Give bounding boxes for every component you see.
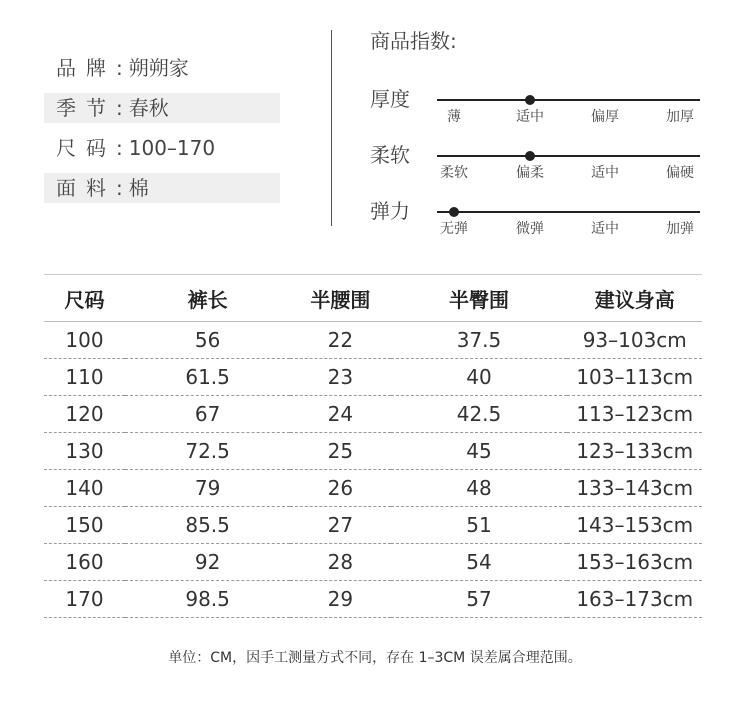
table-row	[44, 470, 702, 507]
column-header-size: 尺码	[44, 275, 125, 322]
scale-option: 适中	[591, 165, 619, 181]
column-header-length: 裤长	[125, 275, 290, 322]
info-value: 100–170	[128, 136, 216, 160]
info-label: 季节	[56, 96, 116, 120]
scale-option: 微弹	[516, 221, 544, 237]
vertical-divider	[331, 30, 332, 226]
info-colon: :	[116, 56, 123, 80]
table-cell: 28	[290, 544, 390, 581]
table-cell: 98.5	[125, 581, 290, 618]
table-cell: 150	[44, 507, 125, 544]
table-cell: 103–113cm	[567, 359, 702, 396]
table-cell: 133–143cm	[567, 470, 702, 507]
table-header-row	[44, 275, 702, 322]
info-label: 尺码	[56, 136, 116, 160]
table-cell: 25	[290, 433, 390, 470]
table-cell: 27	[290, 507, 390, 544]
info-row-size	[44, 128, 280, 168]
table-cell: 67	[125, 396, 290, 433]
table-cell: 72.5	[125, 433, 290, 470]
table-cell: 56	[125, 322, 290, 359]
index-title: 商品指数:	[370, 29, 457, 53]
scale-option: 柔软	[440, 165, 468, 181]
scale-label: 柔软	[370, 143, 410, 167]
table-cell: 170	[44, 581, 125, 618]
info-colon: :	[116, 96, 123, 120]
info-colon: :	[116, 136, 123, 160]
info-row-season	[44, 93, 280, 123]
table-row	[44, 322, 702, 359]
table-row	[44, 507, 702, 544]
scale-option: 加弹	[666, 221, 694, 237]
table-cell: 153–163cm	[567, 544, 702, 581]
table-row	[44, 433, 702, 470]
table-cell: 22	[290, 322, 390, 359]
scale-thickness	[370, 83, 700, 123]
scale-option: 偏硬	[666, 165, 694, 181]
scale-option: 无弹	[440, 221, 468, 237]
table-cell: 37.5	[391, 322, 568, 359]
table-row	[44, 544, 702, 581]
table-cell: 85.5	[125, 507, 290, 544]
table-cell: 143–153cm	[567, 507, 702, 544]
table-cell: 120	[44, 396, 125, 433]
table-cell: 54	[391, 544, 568, 581]
table-cell: 100	[44, 322, 125, 359]
table-cell: 160	[44, 544, 125, 581]
scale-option: 加厚	[666, 109, 694, 125]
scale-line	[437, 155, 700, 157]
table-cell: 113–123cm	[567, 396, 702, 433]
table-cell: 140	[44, 470, 125, 507]
info-row-fabric	[44, 173, 280, 203]
table-cell: 51	[391, 507, 568, 544]
table-cell: 61.5	[125, 359, 290, 396]
table-cell: 163–173cm	[567, 581, 702, 618]
column-header-waist: 半腰围	[290, 275, 390, 322]
table-cell: 92	[125, 544, 290, 581]
table-row	[44, 359, 702, 396]
scale-option: 薄	[447, 109, 461, 125]
scale-elasticity	[370, 195, 700, 235]
table-cell: 123–133cm	[567, 433, 702, 470]
measurement-note: 单位：CM，因手工测量方式不同，存在 1–3CM 误差属合理范围。	[168, 650, 582, 666]
column-header-height: 建议身高	[567, 275, 702, 322]
scale-line	[437, 99, 700, 101]
scale-option: 适中	[591, 221, 619, 237]
info-value: 棉	[128, 176, 149, 200]
table-cell: 42.5	[391, 396, 568, 433]
table-cell: 40	[391, 359, 568, 396]
scale-label: 弹力	[370, 199, 410, 223]
info-row-brand	[44, 48, 280, 88]
scale-marker	[525, 95, 535, 105]
table-body	[44, 322, 702, 618]
table-cell: 24	[290, 396, 390, 433]
info-label: 品牌	[56, 56, 116, 80]
table-cell: 26	[290, 470, 390, 507]
info-colon: :	[116, 176, 123, 200]
scale-option: 偏柔	[516, 165, 544, 181]
info-value: 春秋	[128, 96, 169, 120]
scale-label: 厚度	[370, 87, 410, 111]
table-cell: 93–103cm	[567, 322, 702, 359]
table-row	[44, 581, 702, 618]
table-cell: 48	[391, 470, 568, 507]
table-cell: 45	[391, 433, 568, 470]
info-label: 面料	[56, 176, 116, 200]
table-cell: 130	[44, 433, 125, 470]
table-cell: 79	[125, 470, 290, 507]
column-header-hip: 半臀围	[391, 275, 568, 322]
table-cell: 23	[290, 359, 390, 396]
table-cell: 110	[44, 359, 125, 396]
table-row	[44, 396, 702, 433]
scale-marker	[449, 207, 459, 217]
scale-line	[437, 211, 700, 213]
scale-marker	[525, 151, 535, 161]
product-info	[44, 48, 280, 208]
scale-option: 适中	[516, 109, 544, 125]
info-value: 朔朔家	[128, 56, 189, 80]
size-table	[44, 274, 702, 618]
scale-option: 偏厚	[591, 109, 619, 125]
table-cell: 29	[290, 581, 390, 618]
scale-softness	[370, 139, 700, 179]
table-cell: 57	[391, 581, 568, 618]
